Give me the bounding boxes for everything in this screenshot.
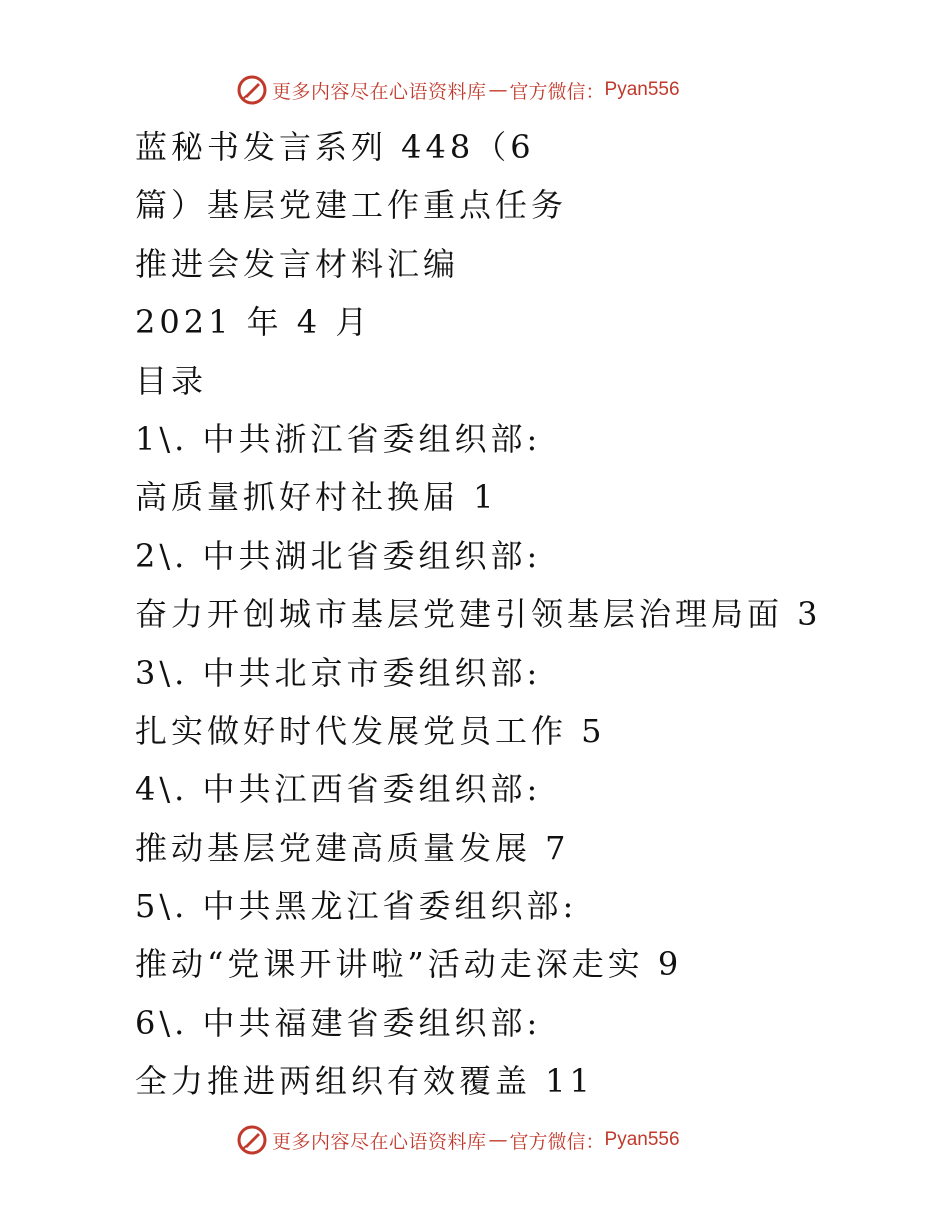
watermark-wechat-id: Pyan556 <box>604 1129 680 1150</box>
doc-title-line-1: 蓝秘书发言系列 448（6 <box>135 128 535 166</box>
toc-item-4-org[interactable]: 4\. 中共江西省委组织部: <box>135 770 542 809</box>
watermark-wechat-id: Pyan556 <box>604 79 680 100</box>
toc-item-1-org[interactable]: 1\. 中共浙江省委组织部: <box>135 419 542 458</box>
brand-logo-icon <box>236 74 268 106</box>
watermark-dash: — <box>488 1129 508 1151</box>
watermark-sub-text: 官方微信： <box>509 1130 605 1153</box>
toc-item-6-org[interactable]: 6\. 中共福建省委组织部: <box>135 1003 542 1042</box>
toc-item-5-title[interactable]: 推动“党课开讲啦”活动走深走实 9 <box>135 945 683 984</box>
toc-item-2-org[interactable]: 2\. 中共湖北省委组织部: <box>135 536 542 575</box>
watermark-main-text: 更多内容尽在心语资料库 <box>272 80 487 103</box>
watermark-sub-text: 官方微信： <box>509 80 605 103</box>
toc-item-3-title[interactable]: 扎实做好时代发展党员工作 5 <box>135 711 606 750</box>
toc-heading: 目录 <box>135 361 208 400</box>
watermark-main-text: 更多内容尽在心语资料库 <box>272 1130 487 1153</box>
doc-title-line-2: 篇）基层党建工作重点任务 <box>135 186 568 225</box>
doc-title-line-3: 推进会发言材料汇编 <box>135 244 460 283</box>
toc-item-6-title[interactable]: 全力推进两组织有效覆盖 11 <box>135 1062 594 1101</box>
watermark-dash: — <box>488 79 508 101</box>
footer-watermark <box>236 1122 680 1158</box>
toc-item-4-title[interactable]: 推动基层党建高质量发展 7 <box>135 828 570 867</box>
doc-date: 2021 年 4 月 <box>135 303 372 342</box>
toc-item-2-title[interactable]: 奋力开创城市基层党建引领基层治理局面 3 <box>135 595 822 634</box>
document-body <box>135 118 915 1111</box>
toc-item-5-org[interactable]: 5\. 中共黑龙江省委组织部: <box>135 887 578 926</box>
toc-item-1-title[interactable]: 高质量抓好村社换届 1 <box>135 478 498 517</box>
header-watermark <box>236 72 680 108</box>
toc-item-3-org[interactable]: 3\. 中共北京市委组织部: <box>135 653 542 692</box>
brand-logo-icon <box>236 1124 268 1156</box>
